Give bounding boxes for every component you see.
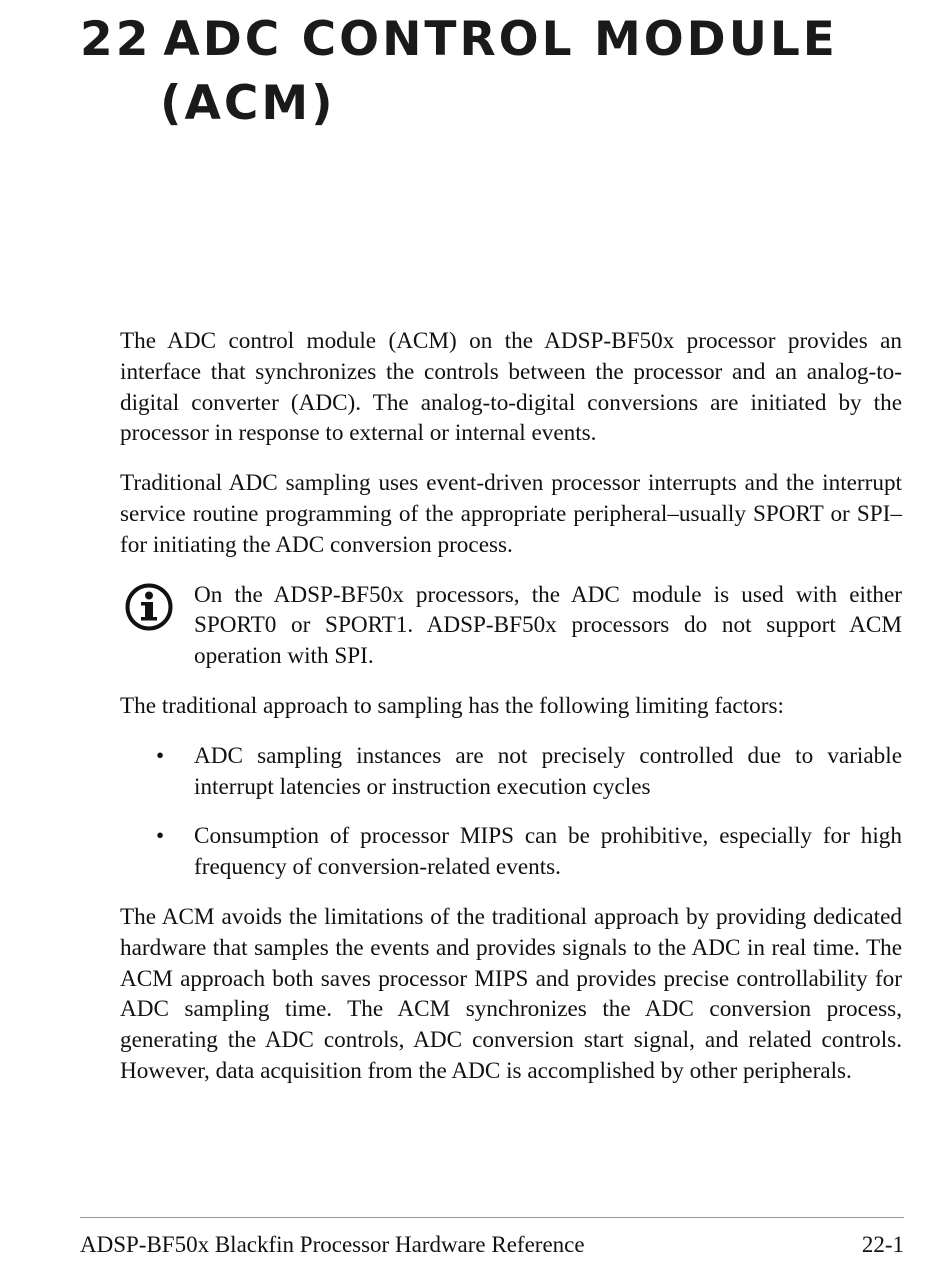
bullet-item	[120, 821, 902, 883]
note-text: On the ADSP-BF50x processors, the ADC module is used with either SPORT0 or SPORT1. ADSP-BF50x processors do not support ACM operation with SPI.	[194, 581, 902, 670]
paragraph-intro: The ADC control module (ACM) on the ADSP-BF50x processor provides an interface that synchronizes the controls between the processor and an analog-to-digital converter (ADC). The analog-to-digital conversions are initiated by the processor in response to external or internal events.	[120, 328, 902, 447]
paragraph-acm-benefits: The ACM avoids the limitations of the traditional approach by providing dedicated hardware that samples the events and provides signals to the ADC in real time. The ACM approach both saves processor MIPS and provides precise controllability for ADC sampling time. The ACM synchronizes the ADC conversion process, generating the ADC controls, ADC conversion start signal, and related controls. However, data acquisition from the ADC is accomplished by other peripherals.	[120, 903, 902, 1084]
chapter-title-line-2: (ACM)	[160, 76, 336, 131]
body-text	[120, 326, 902, 1106]
bullet-text: ADC sampling instances are not precisely controlled due to variable interrupt latencies or instruction execution cycles	[194, 742, 902, 800]
bullet-marker: •	[156, 742, 165, 769]
chapter-number: 22	[80, 12, 152, 67]
footer-page-number: 22-1	[861, 1232, 904, 1257]
bullet-text: Consumption of processor MIPS can be prohibitive, especially for high frequency of conversion-related events.	[194, 823, 902, 881]
chapter-title-line-1	[80, 8, 920, 72]
paragraph-limiting-intro: The traditional approach to sampling has the following limiting factors:	[120, 692, 784, 719]
bullet-marker: •	[156, 823, 165, 850]
chapter-title-text: ADC CONTROL MODULE	[163, 12, 838, 67]
paragraph-traditional: Traditional ADC sampling uses event-driven processor interrupts and the interrupt service routine programming of the appropriate peripheral–usually SPORT or SPI–for initiating the ADC conversion process.	[120, 470, 902, 558]
info-icon	[124, 582, 174, 632]
footer-book-title: ADSP-BF50x Blackfin Processor Hardware Reference	[80, 1232, 585, 1257]
chapter-title	[80, 8, 920, 136]
page-footer	[80, 1229, 904, 1261]
note-block	[120, 580, 902, 672]
footer-divider	[80, 1217, 904, 1218]
bullet-item	[120, 741, 902, 803]
bullet-list	[120, 741, 902, 883]
